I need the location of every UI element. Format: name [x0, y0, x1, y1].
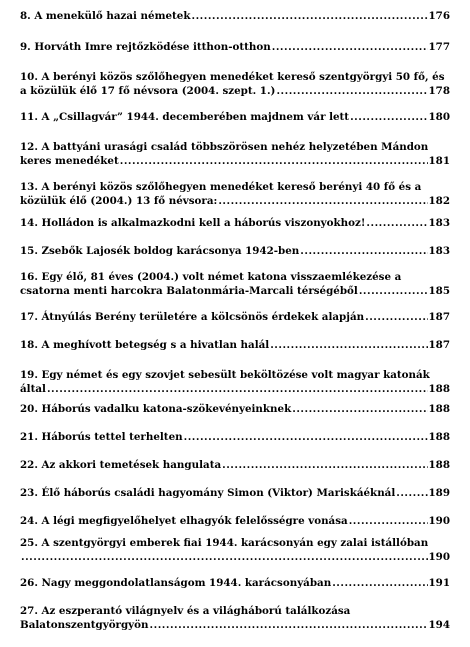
- toc-entry: [20, 244, 450, 258]
- dot-leader: [272, 40, 428, 54]
- dot-leader: [366, 216, 427, 230]
- toc-page-number: 190: [428, 515, 450, 527]
- toc-entry-title: 21. Háborús tettel terhelten: [20, 431, 183, 443]
- toc-entry: [20, 140, 450, 168]
- toc-entry-row: [20, 338, 450, 352]
- toc-entry-title: a közülük élő 17 fő névsora (2004. szept. 1.): [20, 85, 276, 97]
- toc-entry-row: [20, 194, 450, 208]
- dot-leader: [191, 9, 427, 23]
- dot-leader: [47, 382, 428, 396]
- toc-entry-row: [20, 618, 450, 632]
- toc-entry: [20, 458, 450, 472]
- toc-entry-row: [20, 550, 450, 564]
- dot-leader: [300, 244, 427, 258]
- dot-leader: [276, 84, 427, 98]
- toc-entry-title: 20. Háborús vadalku katona-szökevényeinknek: [20, 403, 292, 415]
- toc-entry-title: 8. A menekülő hazai németek: [20, 10, 191, 22]
- toc-page-number: 188: [428, 431, 450, 443]
- dot-leader: [365, 310, 427, 324]
- toc-entry-row: [20, 284, 450, 298]
- toc-entry-title-line: 16. Egy élő, 81 éves (2004.) volt német katona visszaemlékezése a: [20, 271, 402, 283]
- toc-entry: [20, 338, 450, 352]
- toc-page-number: 182: [428, 195, 450, 207]
- toc-entry-row: [20, 430, 450, 444]
- toc-entry: [20, 180, 450, 208]
- toc-entry-title-line: 19. Egy német és egy szovjet sebesült beköltözése volt magyar katonák: [20, 369, 430, 381]
- toc-page-number: 187: [428, 311, 450, 323]
- toc-entry-row: [20, 458, 450, 472]
- dot-leader: [218, 194, 427, 208]
- dot-leader: [349, 514, 428, 528]
- toc-page-number: 183: [428, 217, 450, 229]
- toc-entry-title: 14. Holládon is alkalmazkodni kell a háborús viszonyokhoz!: [20, 217, 366, 229]
- toc-entry: [20, 110, 450, 124]
- toc-entry-row: [20, 40, 450, 54]
- toc-page-number: 187: [428, 339, 450, 351]
- toc-page-number: 180: [428, 111, 450, 123]
- toc-entry-row: [20, 216, 450, 230]
- toc-entry-title: 9. Horváth Imre rejtőzködése itthon-otthon: [20, 41, 271, 53]
- toc-entry: [20, 70, 450, 98]
- dot-leader: [120, 154, 428, 168]
- toc-page-number: 188: [428, 459, 450, 471]
- dot-leader: [222, 458, 427, 472]
- toc-entry: [20, 9, 450, 23]
- toc-entry-row: [20, 486, 450, 500]
- toc-entry-title: 11. A „Csillagvár” 1944. decemberében majdnem vár lett: [20, 111, 350, 123]
- dot-leader: [184, 430, 428, 444]
- toc-entry-title-line: 27. Az eszperantó világnyelv és a világháború találkozása: [20, 605, 351, 617]
- toc-entry-title: 24. A légi megfigyelőhelyet elhagyók felelősségre vonása: [20, 515, 348, 527]
- toc-entry: [20, 430, 450, 444]
- toc-entry-title: 17. Átnyúlás Berény területére a kölcsönös érdekek alapján: [20, 311, 365, 323]
- toc-entry: [20, 270, 450, 298]
- toc-page-number: 181: [428, 155, 450, 167]
- toc-page-number: 188: [428, 403, 450, 415]
- toc-page-number: 183: [428, 245, 450, 257]
- toc-entry-row: [20, 310, 450, 324]
- dot-leader: [359, 284, 428, 298]
- toc-entry: [20, 310, 450, 324]
- dot-leader: [332, 576, 427, 590]
- dot-leader: [396, 486, 427, 500]
- toc-entry-row: [20, 382, 450, 396]
- toc-page-number: 194: [428, 619, 450, 631]
- toc-entry-title: közülük élő (2004.) 13 fő névsora:: [20, 195, 218, 207]
- toc-entry-row: [20, 84, 450, 98]
- toc-entry-title: keres menedéket: [20, 155, 119, 167]
- toc-entry-title: 23. Élő háborús családi hagyomány Simon (Viktor) Mariskáéknál: [20, 487, 396, 499]
- toc-entry-row: [20, 576, 450, 590]
- toc-entry-title: 22. Az akkori temetések hangulata: [20, 459, 222, 471]
- toc-entry: [20, 402, 450, 416]
- toc-entry-title: csatorna menti harcokra Balatonmária-Marcali térségéből: [20, 285, 358, 297]
- toc-entry-row: [20, 110, 450, 124]
- toc-page-number: 177: [428, 41, 450, 53]
- dot-leader: [150, 618, 428, 632]
- toc-page-number: 185: [428, 285, 450, 297]
- toc-page-number: 188: [428, 383, 450, 395]
- toc-entry-title-line: 25. A szentgyörgyi emberek fiai 1944. karácsonyán egy zalai istállóban: [20, 537, 429, 549]
- toc-entry-title: Balatonszentgyörgyön: [20, 619, 149, 631]
- toc-entry-row: [20, 154, 450, 168]
- toc-page-number: 176: [428, 10, 450, 22]
- dot-leader: [21, 550, 428, 564]
- toc-entry: [20, 368, 450, 396]
- toc-entry: [20, 486, 450, 500]
- dot-leader: [350, 110, 427, 124]
- toc-entry-title: 18. A meghívott betegség s a hivatlan halál: [20, 339, 270, 351]
- toc-page-number: 191: [428, 577, 450, 589]
- toc-entry-row: [20, 9, 450, 23]
- toc-page-number: 190: [428, 551, 450, 563]
- toc-entry-title: 26. Nagy meggondolatlanságom 1944. karácsonyában: [20, 577, 332, 589]
- toc-entry-title: által: [20, 383, 46, 395]
- toc-entry: [20, 514, 450, 528]
- toc-entry: [20, 604, 450, 632]
- toc-entry: [20, 536, 450, 564]
- dot-leader: [270, 338, 427, 352]
- toc-entry-row: [20, 244, 450, 258]
- toc-entry-title-line: 13. A berényi közös szőlőhegyen menedéket kereső berényi 40 fő és a: [20, 181, 422, 193]
- toc-entry-title-line: 12. A battyáni urasági család többszörösen nehéz helyzetében Mándon: [20, 141, 429, 153]
- toc-page-number: 178: [428, 85, 450, 97]
- toc-entry-row: [20, 402, 450, 416]
- toc-entry: [20, 216, 450, 230]
- toc-page-number: 189: [428, 487, 450, 499]
- dot-leader: [292, 402, 427, 416]
- toc-entry-title-line: 10. A berényi közös szőlőhegyen menedéket kereső szentgyörgyi 50 fő, és: [20, 71, 445, 83]
- toc-entry: [20, 576, 450, 590]
- toc-entry-title: 15. Zsebők Lajosék boldog karácsonya 1942-ben: [20, 245, 300, 257]
- toc-entry: [20, 40, 450, 54]
- toc-entry-row: [20, 514, 450, 528]
